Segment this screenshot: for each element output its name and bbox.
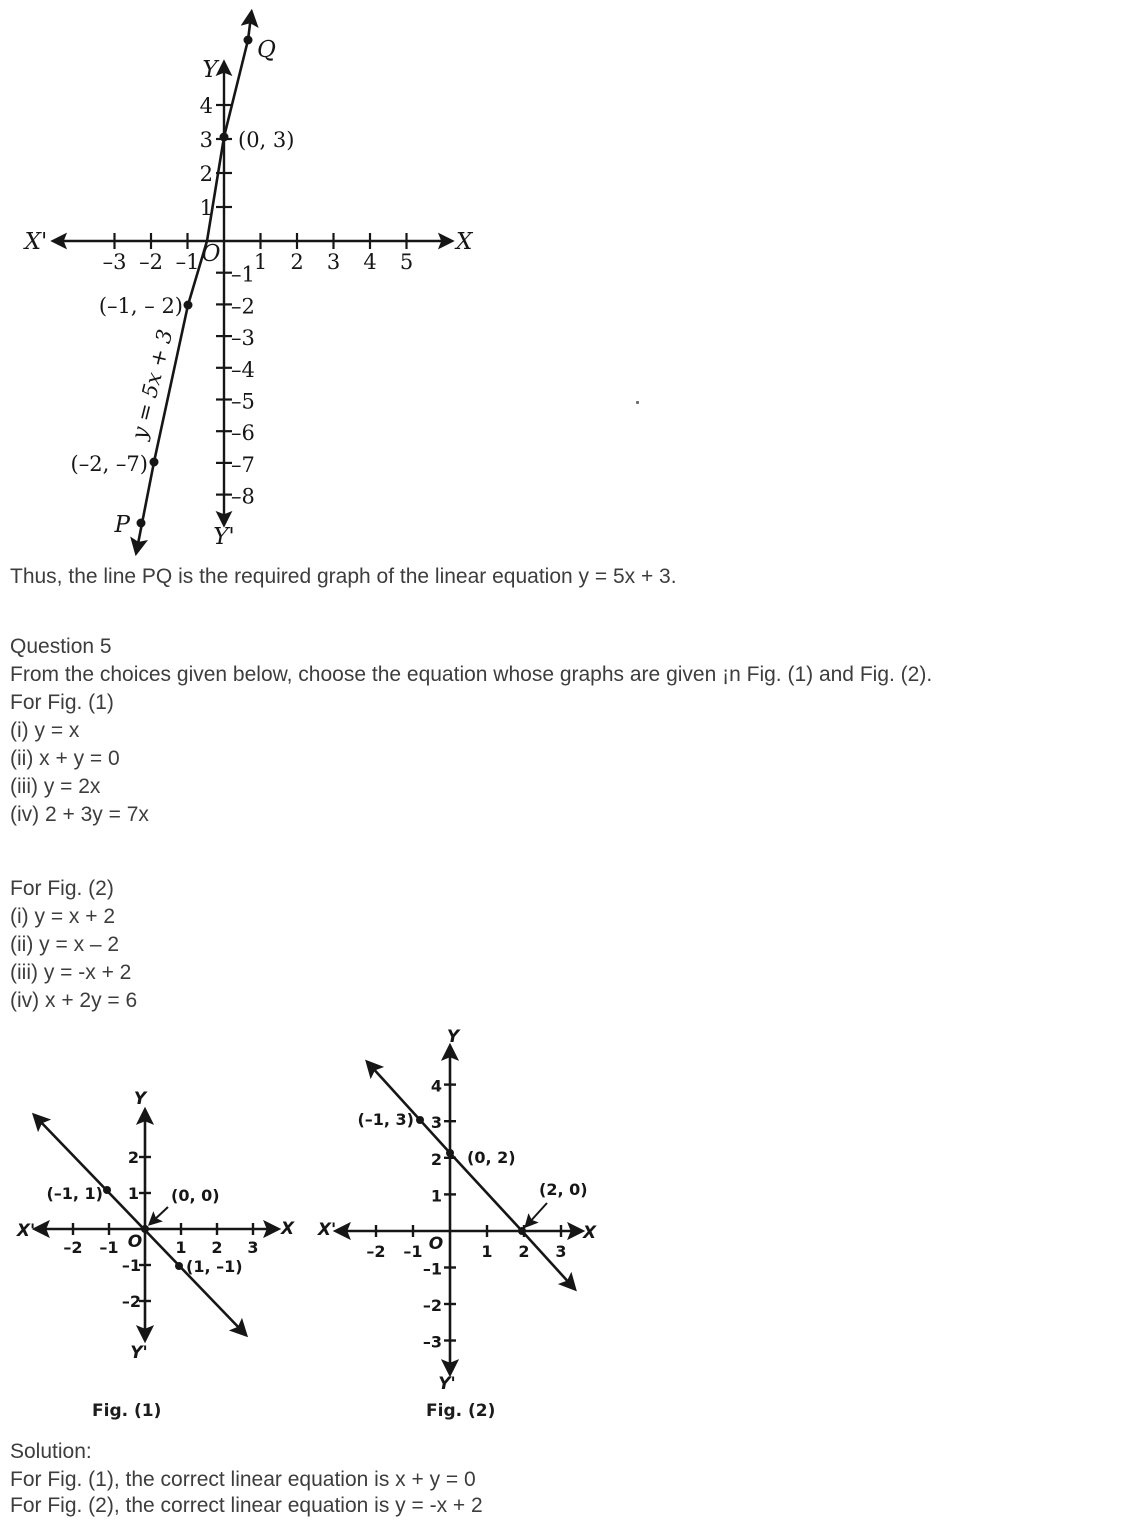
axis-label-x_neg: X' — [317, 1220, 337, 1240]
point-m12 — [184, 301, 193, 310]
graph-y-equals-5x-plus-3 — [0, 0, 480, 560]
question-heading: Question 5 — [10, 635, 112, 658]
pointer-arrow — [152, 1207, 168, 1222]
axis-label-y_neg: Y' — [130, 1343, 148, 1363]
y-tick-label: –2 — [422, 1296, 442, 1315]
y-tick-label: –1 — [231, 262, 255, 287]
y-tick-label: –8 — [231, 484, 255, 509]
axis-label-x: X — [456, 229, 473, 255]
question-line: From the choices given below, choose the equation whose graphs are given ¡n Fig. (1) and Fig. (2). — [10, 663, 933, 686]
point-label-m11: (–1, 1) — [46, 1184, 103, 1203]
fig2-graph — [310, 1020, 610, 1405]
solution-heading: Solution: — [10, 1440, 92, 1463]
axis-label-x_neg: X' — [24, 229, 48, 255]
y-tick-label: –5 — [231, 389, 255, 414]
y-tick-label: 2 — [127, 1148, 139, 1167]
x-tick-label: –1 — [175, 250, 200, 274]
equation-label: y = 5x + 3 — [126, 326, 178, 442]
fig2-option-i: (i) y = x + 2 — [10, 905, 116, 928]
fig2-option-iv: (iv) x + 2y = 6 — [10, 989, 138, 1012]
x-tick-label: 3 — [555, 1242, 567, 1261]
point-p1m1 — [175, 1262, 183, 1270]
point-i03 — [220, 133, 229, 142]
axis-label-y_neg: Y' — [438, 1374, 456, 1394]
point-label-P: P — [114, 512, 130, 538]
x-tick-label: –2 — [139, 250, 163, 274]
axis-label-y: Y — [446, 1027, 460, 1047]
x-tick-label: –3 — [102, 250, 127, 274]
for-fig2-heading: For Fig. (2) — [10, 877, 114, 900]
point-label-p1m1: (1, –1) — [186, 1257, 243, 1276]
x-tick-label: 2 — [211, 1238, 223, 1257]
fig1-graph — [0, 1080, 310, 1400]
point-i02 — [446, 1149, 454, 1157]
point-label-i03: (0, 3) — [238, 128, 295, 152]
point-o00 — [141, 1225, 149, 1233]
x-tick-label: 2 — [518, 1242, 530, 1261]
axis-label-origin: O — [127, 1232, 143, 1252]
y-tick-label: 3 — [430, 1113, 442, 1133]
point-label-m13: (–1, 3) — [357, 1110, 414, 1129]
axis-label-origin: O — [428, 1234, 444, 1254]
y-tick-label: 3 — [199, 128, 213, 152]
fig1-option-ii: (ii) x + y = 0 — [10, 747, 120, 770]
y-tick-label: –4 — [231, 357, 255, 382]
point-m11 — [103, 1186, 111, 1194]
x-tick-label: 3 — [247, 1238, 259, 1257]
point-P — [137, 519, 146, 528]
x-tick-label: 1 — [481, 1242, 493, 1261]
plotted-line — [370, 1065, 572, 1286]
fig2-option-iii: (iii) y = -x + 2 — [10, 961, 132, 984]
x-tick-label: 2 — [290, 250, 304, 274]
point-Q — [244, 36, 253, 45]
pointer-arrow — [528, 1203, 547, 1224]
axis-label-y: Y — [133, 1089, 147, 1109]
fig1-option-iv: (iv) 2 + 3y = 7x — [10, 803, 149, 826]
x-tick-label: –1 — [403, 1242, 423, 1261]
point-label-m12: (–1, – 2) — [98, 294, 183, 318]
point-label-Q: Q — [257, 37, 276, 63]
point-label-p20: (2, 0) — [539, 1180, 588, 1199]
y-tick-label: –3 — [422, 1332, 442, 1352]
point-m13 — [416, 1116, 424, 1124]
x-tick-label: –2 — [366, 1242, 386, 1261]
fig2-caption: Fig. (2) — [426, 1401, 496, 1421]
y-tick-label: –1 — [422, 1259, 442, 1279]
fig1-option-i: (i) y = x — [10, 719, 80, 742]
axis-label-x_neg: X' — [16, 1221, 36, 1241]
statement-line: Thus, the line PQ is the required graph of the linear equation y = 5x + 3. — [10, 565, 677, 588]
axis-label-x: X — [281, 1219, 295, 1239]
x-tick-label: 3 — [326, 250, 341, 274]
axis-label-origin: O — [201, 241, 221, 267]
fig2-option-ii: (ii) y = x – 2 — [10, 933, 120, 956]
x-tick-label: –1 — [99, 1238, 119, 1257]
solution-line2-clipped: For Fig. (2), the correct linear equation is y = -x + 2 — [10, 1494, 483, 1517]
stray-dot — [636, 401, 639, 404]
y-tick-label: –2 — [231, 294, 255, 319]
y-tick-label: 1 — [127, 1184, 139, 1203]
axis-label-y_neg: Y' — [213, 524, 235, 550]
fig1-option-iii: (iii) y = 2x — [10, 775, 101, 798]
point-p20 — [518, 1227, 526, 1235]
x-tick-label: 1 — [253, 250, 268, 274]
x-tick-label: –2 — [63, 1238, 83, 1257]
point-label-m27: (–2, –7) — [70, 452, 148, 476]
y-tick-label: 4 — [430, 1076, 442, 1096]
y-tick-label: 4 — [199, 94, 213, 118]
x-tick-label: 5 — [399, 250, 414, 274]
point-label-o00: (0, 0) — [171, 1186, 220, 1205]
fig1-caption: Fig. (1) — [92, 1401, 162, 1421]
y-tick-label: –7 — [231, 452, 255, 477]
x-tick-label: 1 — [175, 1238, 187, 1257]
y-tick-label: 1 — [199, 196, 213, 220]
y-tick-label: 2 — [199, 162, 213, 186]
solution-line1: For Fig. (1), the correct linear equation is x + y = 0 — [10, 1468, 476, 1491]
for-fig1-heading: For Fig. (1) — [10, 691, 114, 714]
y-tick-label: –3 — [231, 326, 255, 351]
y-tick-label: –6 — [231, 421, 255, 446]
y-tick-label: 2 — [430, 1149, 442, 1169]
point-label-i02: (0, 2) — [467, 1148, 516, 1167]
point-m27 — [150, 458, 159, 467]
axis-label-y: Y — [202, 57, 218, 83]
y-tick-label: –2 — [121, 1292, 141, 1311]
x-tick-label: 4 — [363, 250, 377, 274]
y-tick-label: –1 — [121, 1256, 141, 1275]
y-tick-label: 1 — [430, 1186, 442, 1206]
axis-label-x: X — [583, 1223, 597, 1243]
